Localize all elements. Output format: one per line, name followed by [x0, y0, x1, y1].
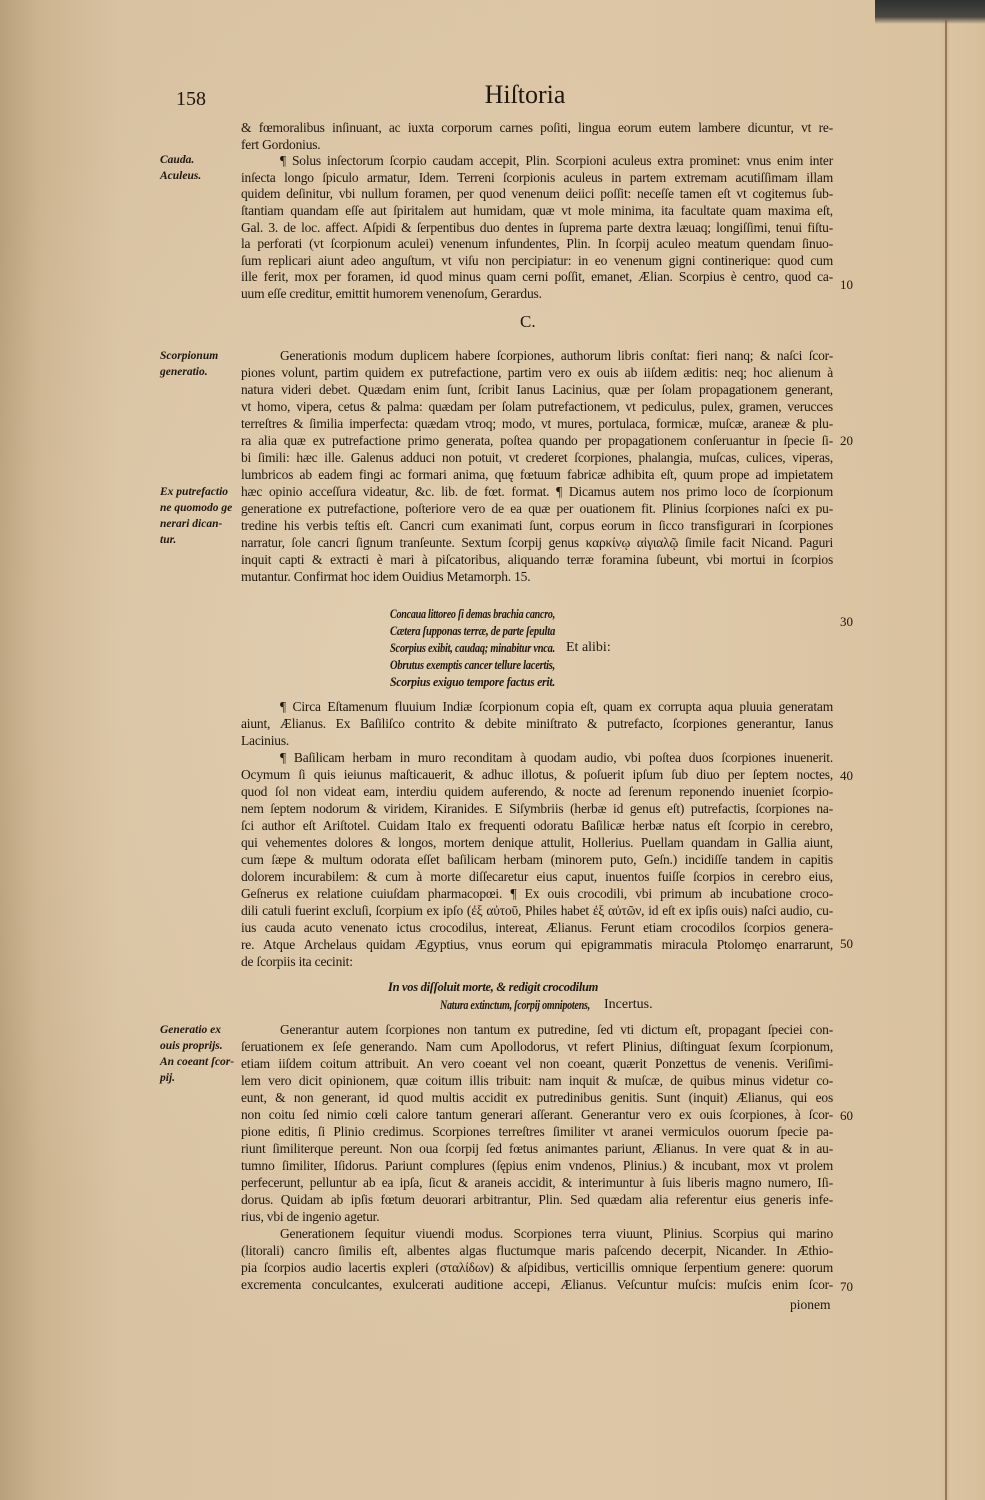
text-line: pione editis, ſi Plinio credimus. Scorpiones terreſtres ſimiliter vt aranei vermiculos ouorum ſpecie pa- — [241, 1124, 833, 1139]
margin-note-line: ne quomodo ge — [160, 502, 233, 514]
text-line: mutantur. Confirmat hoc idem Ouidius Metamorph. 15. — [241, 569, 531, 584]
text-line: ſci author eſt Ariſtotel. Cuidam Italo ex frequenti odoratu Baſilicæ herbæ natus eſt ſcorpio in cerebro, — [241, 818, 833, 833]
line-number: 30 — [840, 614, 853, 629]
margin-note-line: tur. — [160, 534, 177, 546]
verse-line: Cætera ſupponas terræ, de parte ſepulta — [390, 624, 555, 638]
text-line: Ocymum ſi quis ieiunus maſticauerit, & adhuc illotus, & poſuerit ipſum ſub diuo per ſeptem noctes, — [241, 767, 833, 782]
text-line: natura videri debet. Quædam enim ſunt, ſcribit Ianus Lacinius, quæ per ſolam propagationem generant, — [241, 382, 833, 397]
verse-line: Concaua littoreo ſi demas brachia cancro, — [390, 607, 555, 621]
margin-note-line: Cauda. — [160, 154, 195, 166]
margin-note-line: generatio. — [160, 366, 208, 378]
margin-note-line: pij. — [160, 1072, 176, 1084]
text-line: Gal. 3. de loc. affect. Aſpidi & ſerpentibus duo dentes in ſuprema parte dextra læuaq; longiſſimi, tenui fiſtu- — [241, 219, 833, 235]
text-line: terreſtres & ſimilia imperfecta: quædam vtroq; modo, vt mures, portulaca, formicæ, muſcæ, araneæ & plu- — [241, 416, 833, 431]
text-line: uum eſſe creditur, emittit humorem venenoſum, Gerardus. — [241, 286, 542, 301]
line-number: 70 — [840, 1279, 853, 1294]
line-number: 20 — [840, 433, 853, 448]
text-line: (litorali) cancro ſimilis eſt, albentes algas fluctumque maris paſcendo decerpit, Nicander. In Æthio- — [241, 1243, 833, 1258]
margin-note — [160, 348, 236, 380]
text-line: ſum replicari aiunt adeo anguſtum, vt viſu non percipiatur: in eo venenum gigni continerique: quod cum — [241, 252, 833, 268]
text-line: excrementa conculcantes, exulcerati auditione accepi, Ælianus. Veſcuntur muſcis: muſcis enim ſcor- — [241, 1277, 833, 1292]
text-line: Generantur autem ſcorpiones non tantum ex putredine, ſed vti dictum eſt, propagant ſpeciei con- — [280, 1022, 833, 1037]
text-line: hæc opinio acceſſura videatur, &c. lib. de fœt. format. ¶ Dicamus autem nos primo loco de ſcorpionum — [241, 484, 833, 499]
text-line: perfecerunt, pelluntur ab ea ipſa, ſicut & araneis accidit, & interimuntur à ſuis liberis magno numero, Iſi- — [241, 1175, 833, 1190]
line-number: 50 — [840, 936, 853, 951]
text-line: ¶ Circa Eſtamenum fluuium Indiæ ſcorpionum copia eſt, quam ex corrupta aqua pluuia generatam — [280, 699, 833, 714]
text-line: Lacinius. — [241, 733, 290, 748]
verse-aside: Et alibi: — [566, 640, 611, 655]
text-line: tumno ſimiliter, Iſidorus. Pariunt complures (ſępius enim vndenos, Plinius.) & incubant, mox vt prolem — [241, 1158, 833, 1173]
margin-note-line: ouis proprijs. — [160, 1040, 223, 1052]
text-line: rius, vbi de ingenio agetur. — [241, 1209, 380, 1224]
text-line: eunt, & non generant, id quod multis accidit ex putredinibus genitis. Sunt (inquit) Ælianus, qui eos — [241, 1090, 833, 1105]
text-line: Geſnerus ex relatione cuiuſdam pharmacopœi. ¶ Ex ouis crocodili, vbi primum ab incubatione croco- — [241, 886, 833, 901]
page-fore-edge — [945, 20, 947, 1500]
text-line: ſeruationem ex ſeſe generando. Nam cum Apollodorus, vt refert Plinius, diſtinguat ſexum ſcorpionum, — [241, 1039, 833, 1054]
text-line: la perforati (vt ſcorpionum aculei) venenum infundentes, Plin. In ſcorpij aculeo meatum quendam ſinuo- — [241, 236, 833, 252]
text-line: dolorem incurabilem: & cum à morte diſſecaretur eius caput, inuentos fuiſſe ſcorpios in cerebro eius, — [241, 869, 833, 884]
margin-note — [160, 1022, 236, 1086]
line-number: 40 — [840, 768, 853, 783]
verse-attribution: Incertus. — [604, 997, 653, 1012]
margin-note-line: An coeant ſcor- — [160, 1056, 235, 1068]
line-number: 60 — [840, 1108, 853, 1123]
text-line: quod ſol non videat eam, interdiu quidem auferendo, & nocte ad ſerenum reponendo inueniet ſcorpio- — [241, 784, 833, 799]
margin-note — [160, 484, 236, 548]
text-line: pia ſcorpios audio lacertis expleri (σταλίδων) & aſpidibus, verticillis omnique ſerpentium genere: quorum — [241, 1260, 833, 1275]
text-line: ¶ Solus inſectorum ſcorpio caudam accepit, Plin. Scorpioni aculeus extra prominet: vnus enim inter — [280, 153, 833, 169]
text-line: inſecta longo ſpiculo armatur, Idem. Terreni ſcorpionis aculeus in partem extremam acutiſſimam illam — [241, 169, 833, 185]
text-line: ra alia quæ ex putrefactione primo generata, poſtea quando per propagationem conſeruantur in ſpecie ſi- — [241, 433, 833, 448]
margin-note — [160, 152, 236, 184]
text-line: quidem deſinitur, vbi nullum foramen, per quod venenum deiici poſſit: neceſſe tamen eſt vt cogitemus ſub- — [241, 186, 833, 202]
text-line: aiunt, Ælianus. Ex Baſiliſco contrito & debite miniſtrato & putrefacto, ſcorpiones generantur, Ianus — [241, 716, 833, 731]
text-line: de ſcorpiis ita cecinit: — [241, 954, 353, 969]
verse-line: In vos diſſoluit morte, & redigit crocodilum — [388, 980, 599, 994]
margin-note-line: Ex putrefactio — [160, 486, 229, 498]
page-number: 158 — [176, 88, 206, 110]
text-line: ¶ Baſilicam herbam in muro reconditam à quodam audio, vbi poſtea duos ſcorpiones inuenerit. — [280, 750, 833, 765]
text-line: tredine his verbis teſtis eſt. Cancri cum exanimati ſunt, corpus eorum in ſicco transfigurari in ſcorpiones — [241, 518, 833, 533]
text-line: lem vero dicit opinionem, quæ coitum illis tribuit: nam inquit & muſcæ, de quibus minus videtur co- — [241, 1073, 833, 1088]
text-line: generatione ex putrefactione, poſteriore vero de ea quæ per ouationem fit. Plinius ſcorpiones naſci ex pu- — [241, 501, 833, 516]
margin-note-line: nerari dican- — [160, 518, 223, 530]
verse-line: Scorpius exibit, caudaq; minabitur vnca. — [390, 641, 555, 655]
verse-quotation — [390, 606, 595, 691]
text-line: dorus. Quidam ab ipſis fœtum deuorari arbitrantur, Plin. Sed quædam alia referentur eius generis infe- — [241, 1192, 833, 1207]
text-line: & fœmoralibus inſinuant, ac iuxta corporum carnes poſiti, lingua eorum eutem lambere dicuntur, vt re- — [241, 120, 833, 135]
verse-quotation-2-line-2 — [440, 997, 627, 1014]
text-line: etiam iiſdem coitum attribuit. An vero coeant vel non coeant, quærit Ponzettus de venenis. Veriſimi- — [241, 1056, 833, 1071]
text-line: piones volunt, partim quidem ex putrefactione, partim vero ex ouis ab iiſdem æditis: neq; hoc alienum à — [241, 365, 833, 380]
running-title: Hiſtoria — [484, 80, 566, 109]
text-line: inquit capti & extracti è mari à piſcatoribus, aliquando terræ foramina ſubeunt, vbi mortui in ſcorpios — [241, 552, 833, 567]
margin-note-line: Aculeus. — [160, 170, 202, 182]
margin-note-line: Scorpionum — [160, 350, 219, 362]
verse-line: Natura extinctum, ſcorpij omnipotens, — [440, 998, 590, 1012]
section-heading: C. — [520, 312, 536, 331]
verse-quotation-2 — [388, 979, 600, 996]
verse-line: Scorpius exiguo tempore factus erit. — [390, 675, 555, 689]
text-line: riunt ſimiliterque pereunt. Non oua ſcorpij ſed fœtus animantes pariunt, Ælianus. In vere quat & in au- — [241, 1141, 833, 1156]
text-line: narratur, ſole cancri ſignum tranſeunte. Sextum ſcorpij genus καρκίνῳ αἰγιαλῷ ſimile facit Nicand. Paguri — [241, 535, 833, 550]
catchword: pionem — [790, 1297, 831, 1312]
text-line: ſtantiam quandam eſſe aut ſpiritalem aut humidam, quæ vt mole minima, ita facultate quam maxima eſt, — [241, 203, 833, 218]
text-line: non coitu ſed nimio cœli calore tantum generari aſſerant. Generantur vero ex ouis ſcorpiones, à ſcor- — [241, 1107, 833, 1122]
text-line: nem ſeptem nodorum & viridem, Kiranides. E Siſymbriis (herbæ id genus eſt) putrefactis, ſcorpiones na- — [241, 801, 833, 816]
scan-background — [875, 0, 985, 24]
text-line: vt homo, vipera, cetus & palma: quædam per ſolam putrefactionem, vt pediculus, pulex, gramen, verucces — [241, 399, 833, 414]
text-line: dili catuli fuerint excluſi, ſcorpium ex ipſo (ἐξ αὐτοῦ, Philes habet ἐξ αὐτῶν, id eſt ex ipſis ouis) naſci audio, cu- — [241, 903, 833, 918]
text-line: qui vehementes dolores & longos, mortem denique attulit, Hollerius. Puellam quandam in Gallia aiunt, — [241, 835, 833, 850]
text-line: ius cauda acuto venenato ictus crocodilus, intereat, Ælianus. Ferunt etiam crocodilos ſcorpios genera- — [241, 920, 833, 935]
text-line: fert Gordonius. — [241, 136, 321, 152]
margin-note-line: Generatio ex — [160, 1024, 222, 1036]
text-line: cum ſæpe & multum odorata eſſet baſilicam herbam (minorem puto, Geſn.) incidiſſe tandem in capitis — [241, 852, 833, 867]
text-line: lumbricos ab eadem fingi ac formari anima, quę fœtuum fabricæ adhibita eſt, quum prope ad impietatem — [241, 467, 833, 482]
text-line: Generationem ſequitur viuendi modus. Scorpiones terra viuunt, Plinius. Scorpius qui marino — [280, 1226, 833, 1241]
text-line: ille ferit, mox per foramen, id quod minus quam cerni poſſit, emanet, Ælian. Scorpius è centro, quod ca- — [241, 269, 833, 285]
text-line: re. Atque Archelaus quidam Ægyptius, vnus eorum qui epigrammatis miracula Ptolomęo enarrarunt, — [241, 937, 833, 952]
line-number: 10 — [840, 277, 853, 292]
text-line: bi ſimili: hæc ille. Galenus adduci non potuit, vt crederet ſcorpiones, phalangia, muſcas, culices, viperas, — [241, 450, 833, 465]
verse-line: Obrutus exemptis cancer tellure lacertis, — [390, 658, 555, 672]
text-line: Generationis modum duplicem habere ſcorpiones, authorum libris conſtat: fieri nanq; & naſci ſcor- — [280, 348, 833, 363]
